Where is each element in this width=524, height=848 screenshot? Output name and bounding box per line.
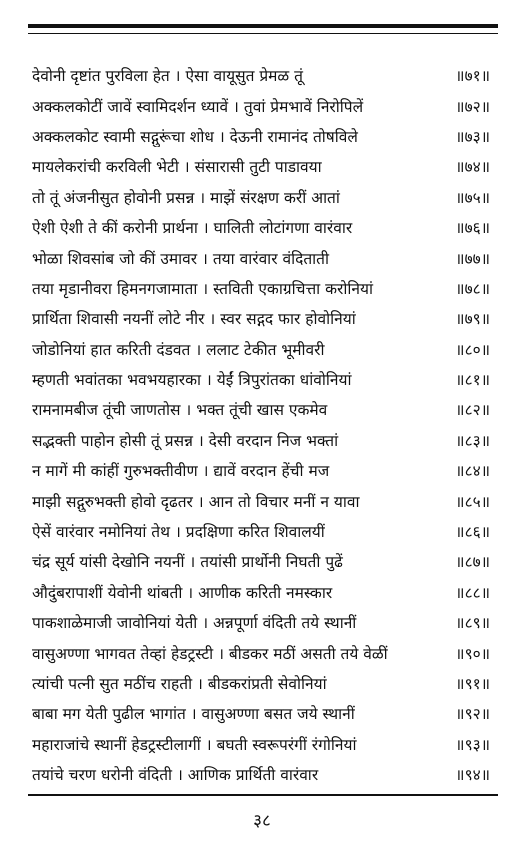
verse-number: ॥८२॥ xyxy=(455,401,490,420)
verse-line xyxy=(32,698,490,728)
verse-list xyxy=(32,60,490,789)
verse-number: ॥८९॥ xyxy=(455,614,490,633)
verse-text: प्रार्थिता शिवासी नयनीं लोटे नीर । स्वर सद्गद फार होवोनियां xyxy=(32,310,356,329)
verse-line xyxy=(32,759,490,789)
verse-number: ॥७८॥ xyxy=(455,279,490,298)
verse-line xyxy=(32,273,490,303)
verse-number: ॥७६॥ xyxy=(455,219,490,238)
verse-line xyxy=(32,151,490,181)
verse-text: तो तूं अंजनीसुत होवोनी प्रसन्न । माझें संरक्षण करीं आतां xyxy=(32,188,340,207)
verse-number: ॥९०॥ xyxy=(455,644,490,663)
verse-number: ॥७४॥ xyxy=(455,158,490,177)
verse-line xyxy=(32,607,490,637)
verse-line xyxy=(32,637,490,667)
verse-text: चंद्र सूर्य यांसी देखोनि नयनीं । तयांसी प्रार्थोनी निघती पुढें xyxy=(32,553,343,572)
verse-line xyxy=(32,242,490,272)
verse-line xyxy=(32,425,490,455)
verse-number: ॥८०॥ xyxy=(455,340,490,359)
verse-line xyxy=(32,182,490,212)
verse-number: ॥७५॥ xyxy=(455,188,490,207)
verse-text: ऐसें वारंवार नमोनियां तेथ । प्रदक्षिणा करित शिवालयीं xyxy=(32,523,325,542)
verse-text: सद्भक्ती पाहोन होसी तूं प्रसन्न । देसी वरदान निज भक्तां xyxy=(32,431,339,450)
verse-line xyxy=(32,455,490,485)
verse-number: ॥८३॥ xyxy=(455,431,490,450)
verse-text: अक्कलकोट स्वामी सद्गुरूंचा शोध । देऊनी रामानंद तोषविले xyxy=(32,127,358,146)
verse-line xyxy=(32,364,490,394)
verse-text: वासुअण्णा भागवत तेव्हां हेडट्रस्टी । बीडकर मठीं असती तये वेळीं xyxy=(32,644,388,663)
verse-text: तया मृडानीवरा हिमनगजामाता । स्तविती एकाग्रचित्ता करोनियां xyxy=(32,279,373,298)
top-rule-thick xyxy=(28,24,498,28)
verse-text: औदुंबरापाशीं येवोनी थांबती । आणीक करिती नमस्कार xyxy=(32,583,333,602)
verse-line xyxy=(32,90,490,120)
verse-line xyxy=(32,577,490,607)
verse-line xyxy=(32,334,490,364)
top-rule-thin xyxy=(28,33,498,34)
verse-text: माझी सद्गुरुभक्ती होवो दृढतर । आन तो विचार मनीं न यावा xyxy=(32,492,360,511)
verse-text: अक्कलकोटीं जावें स्वामिदर्शन ध्यावें । तुवां प्रेमभावें निरोपिलें xyxy=(32,97,364,116)
verse-number: ॥९४॥ xyxy=(455,766,490,785)
verse-text: बाबा मग येती पुढील भागांत । वासुअण्णा बसत जये स्थानीं xyxy=(32,705,355,724)
verse-number: ॥९२॥ xyxy=(455,705,490,724)
verse-line xyxy=(32,394,490,424)
verse-text: म्हणती भवांतका भवभयहारका । येईं त्रिपुरांतका धांवोनियां xyxy=(32,371,352,390)
verse-text: मायलेकरांची करविली भेटी । संसारासी तुटी पाडावया xyxy=(32,158,322,177)
verse-text: त्यांची पत्नी सुत मठींच राहती । बीडकरांप्रती सेवोनियां xyxy=(32,675,327,693)
verse-line xyxy=(32,212,490,242)
verse-text: न मागें मी कांहीं गुरुभक्तीवीण । द्यावें वरदान हेंची मज xyxy=(32,462,330,481)
verse-text: भोळा शिवसांब जो कीं उमावर । तया वारंवार वंदिताती xyxy=(32,249,330,268)
verse-text: जोडोनियां हात करिती दंडवत । ललाट टेकीत भूमीवरी xyxy=(32,340,325,359)
verse-line xyxy=(32,668,490,698)
verse-line xyxy=(32,121,490,151)
verse-text: महाराजांचे स्थानीं हेडट्रस्टीलागीं । बघती स्वरूपरंगीं रंगोनियां xyxy=(32,735,357,754)
verse-text: रामनामबीज तूंची जाणतोस । भक्त तूंची खास एकमेव xyxy=(32,401,328,420)
verse-line xyxy=(32,303,490,333)
verse-line xyxy=(32,729,490,759)
verse-number: ॥८६॥ xyxy=(455,523,490,542)
verse-text: तयांचे चरण धरोनी वंदिती । आणिक प्रार्थिती वारंवार xyxy=(32,766,319,785)
verse-number: ॥८५॥ xyxy=(455,492,490,511)
verse-number: ॥७१॥ xyxy=(455,67,490,86)
verse-number: ॥९३॥ xyxy=(455,735,490,754)
verse-number: ॥७७॥ xyxy=(455,249,490,268)
page-number: ३८ xyxy=(253,811,271,831)
verse-number: ॥८८॥ xyxy=(455,583,490,602)
verse-number: ॥८१॥ xyxy=(455,371,490,390)
verse-number: ॥७९॥ xyxy=(455,310,490,329)
verse-line xyxy=(32,546,490,576)
verse-line xyxy=(32,60,490,90)
verse-text: पाकशाळेमाजी जावोनियां येती । अन्नपूर्णा वंदिती तये स्थानीं xyxy=(32,614,357,633)
verse-number: ॥७३॥ xyxy=(455,127,490,146)
verse-text: ऐशी ऐशी ते कीं करोनी प्रार्थना । घालिती लोटांगणा वारंवार xyxy=(32,219,353,238)
verse-number: ॥८७॥ xyxy=(455,553,490,572)
verse-line xyxy=(32,516,490,546)
verse-number: ॥८४॥ xyxy=(455,462,490,481)
verse-number: ॥९१॥ xyxy=(455,675,490,693)
bottom-rule xyxy=(28,794,498,796)
verse-number: ॥७२॥ xyxy=(455,97,490,116)
verse-text: देवोनी दृष्टांत पुरविला हेत । ऐसा वायूसुत प्रेमळ तूं xyxy=(32,67,303,86)
verse-line xyxy=(32,485,490,515)
